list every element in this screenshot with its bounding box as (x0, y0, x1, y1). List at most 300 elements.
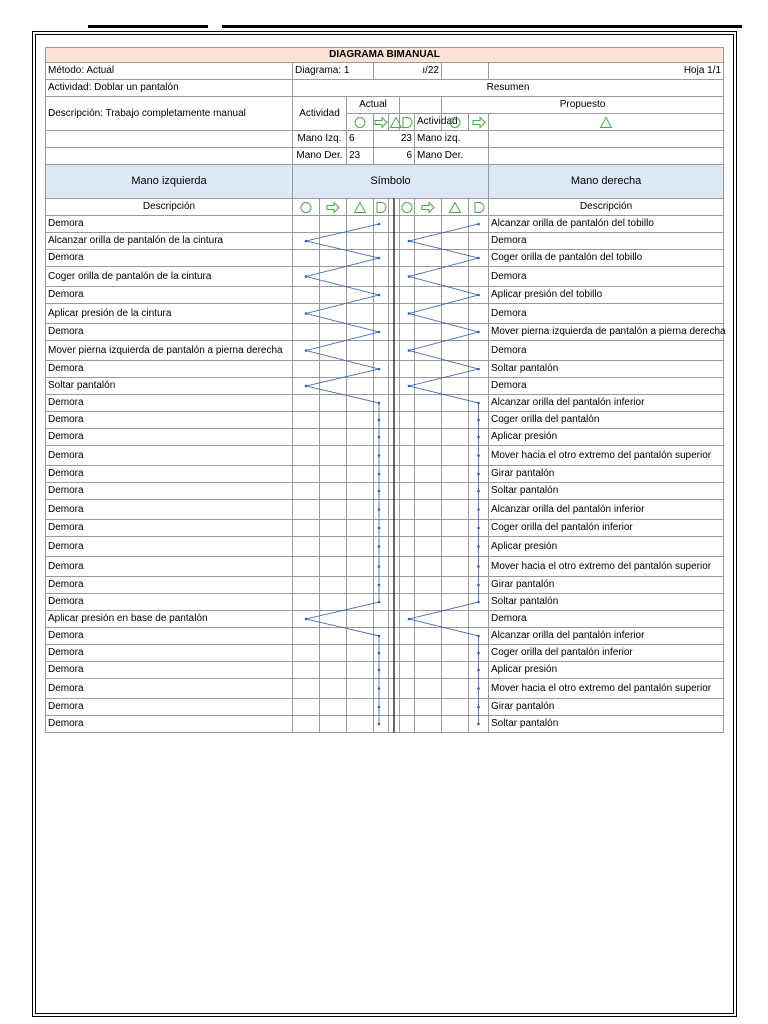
symbol-cell (400, 233, 415, 250)
table-row (46, 395, 724, 412)
desc-label-left: Descripción (46, 199, 293, 216)
symbol-cell (442, 412, 469, 429)
symbol-cell (389, 466, 400, 483)
symbol-cell (469, 557, 489, 577)
symbol-cell (442, 645, 469, 662)
symbol-cell (415, 500, 442, 520)
symbol-cell (347, 216, 374, 233)
right-description: Demora (489, 304, 724, 324)
left-tri-icon (347, 199, 374, 216)
left-description: Demora (46, 594, 293, 611)
table-row (46, 267, 724, 287)
right-description: Mover hacia el otro extremo del pantalón superior (489, 557, 724, 577)
symbol-cell (320, 611, 347, 628)
symbol-cell (469, 378, 489, 395)
symbol-cell (293, 429, 320, 446)
symbol-cell (469, 628, 489, 645)
delay-symbol-icon (400, 114, 415, 131)
symbol-cell (347, 594, 374, 611)
top-bar-left (88, 25, 208, 28)
table-row (46, 577, 724, 594)
symbol-cell (320, 679, 347, 699)
symbol-cell (469, 716, 489, 733)
left-description: Aplicar presión en base de pantalón (46, 611, 293, 628)
table-row (46, 662, 724, 679)
symbol-cell (415, 341, 442, 361)
symbol-cell (389, 611, 400, 628)
right-description: Aplicar presión (489, 429, 724, 446)
actividad-label-2: Actividad (415, 114, 442, 131)
symbol-cell (320, 304, 347, 324)
symbol-cell (442, 557, 469, 577)
izq-delay: 23 (374, 131, 415, 148)
symbol-cell (415, 628, 442, 645)
symbol-cell (347, 412, 374, 429)
symbol-cell (293, 267, 320, 287)
symbol-cell (442, 537, 469, 557)
symbol-cell (347, 557, 374, 577)
symbol-cell (469, 267, 489, 287)
col-left: Mano izquierda (46, 165, 293, 199)
symbol-cell (442, 287, 469, 304)
symbol-cell (415, 520, 442, 537)
symbol-cell (415, 446, 442, 466)
table-row (46, 557, 724, 577)
symbol-cell (374, 324, 389, 341)
left-description: Aplicar presión de la cintura (46, 304, 293, 324)
symbol-cell (442, 267, 469, 287)
symbol-cell (293, 611, 320, 628)
symbol-cell (374, 304, 389, 324)
symbol-cell (293, 500, 320, 520)
left-description: Demora (46, 645, 293, 662)
symbol-cell (374, 429, 389, 446)
main-symbol-row (46, 199, 724, 216)
storage-symbol-icon (389, 114, 400, 131)
symbol-cell (293, 341, 320, 361)
symbol-cell (442, 628, 469, 645)
symbol-cell (389, 429, 400, 446)
symbol-cell (469, 216, 489, 233)
symbol-cell (415, 466, 442, 483)
right-description: Girar pantalón (489, 577, 724, 594)
symbol-cell (293, 304, 320, 324)
symbol-cell (374, 446, 389, 466)
symbol-cell (347, 250, 374, 267)
symbol-cell (374, 395, 389, 412)
symbol-cell (400, 341, 415, 361)
symbol-cell (320, 446, 347, 466)
symbol-cell (293, 250, 320, 267)
right-description: Aplicar presión (489, 537, 724, 557)
left-description: Soltar pantalón (46, 378, 293, 395)
left-description: Mover pierna izquierda de pantalón a pierna derecha (46, 341, 293, 361)
symbol-cell (320, 520, 347, 537)
symbol-cell (347, 466, 374, 483)
right-description: Demora (489, 611, 724, 628)
symbol-cell (389, 233, 400, 250)
symbol-cell (469, 594, 489, 611)
left-description: Demora (46, 520, 293, 537)
symbol-cell (320, 250, 347, 267)
left-description: Demora (46, 537, 293, 557)
symbol-cell (389, 679, 400, 699)
symbol-cell (374, 537, 389, 557)
symbol-cell (389, 446, 400, 466)
symbol-cell (293, 324, 320, 341)
symbol-cell (320, 341, 347, 361)
right-description: Aplicar presión del tobillo (489, 287, 724, 304)
symbol-cell (400, 446, 415, 466)
der-op: 23 (347, 148, 374, 165)
symbol-cell (442, 699, 469, 716)
symbol-cell (374, 628, 389, 645)
symbol-cell (374, 594, 389, 611)
symbol-cell (374, 645, 389, 662)
table-row (46, 412, 724, 429)
right-arrow-icon (415, 199, 442, 216)
symbol-cell (400, 594, 415, 611)
symbol-cell (347, 267, 374, 287)
table-row (46, 628, 724, 645)
symbol-cell (415, 699, 442, 716)
symbol-cell (293, 216, 320, 233)
symbol-cell (320, 645, 347, 662)
actividad-label: Actividad (293, 97, 347, 131)
symbol-cell (293, 628, 320, 645)
left-description: Demora (46, 446, 293, 466)
symbol-cell (374, 520, 389, 537)
symbol-cell (400, 412, 415, 429)
table-row (46, 324, 724, 341)
symbol-cell (389, 628, 400, 645)
right-description: Girar pantalón (489, 466, 724, 483)
symbol-cell (389, 216, 400, 233)
symbol-cell (320, 716, 347, 733)
right-description: Alcanzar orilla del pantalón inferior (489, 395, 724, 412)
table-row (46, 500, 724, 520)
symbol-cell (347, 233, 374, 250)
symbol-cell (347, 645, 374, 662)
left-description: Demora (46, 412, 293, 429)
symbol-cell (389, 324, 400, 341)
diagrama: Diagrama: 1 (293, 63, 374, 80)
symbol-cell (469, 483, 489, 500)
symbol-cell (347, 429, 374, 446)
symbol-cell (389, 304, 400, 324)
left-description: Coger orilla de pantalón de la cintura (46, 267, 293, 287)
left-description: Demora (46, 577, 293, 594)
symbol-cell (374, 483, 389, 500)
symbol-cell (469, 537, 489, 557)
symbol-cell (415, 304, 442, 324)
sheet-title: DIAGRAMA BIMANUAL (46, 48, 724, 63)
symbol-cell (374, 662, 389, 679)
table-row (46, 716, 724, 733)
symbol-cell (415, 537, 442, 557)
symbol-cell (293, 378, 320, 395)
center-gap (389, 199, 400, 216)
symbol-cell (374, 557, 389, 577)
left-description: Demora (46, 483, 293, 500)
symbol-cell (293, 287, 320, 304)
symbol-cell (320, 537, 347, 557)
symbol-cell (389, 537, 400, 557)
symbol-cell (293, 361, 320, 378)
symbol-cell (400, 520, 415, 537)
symbol-cell (320, 233, 347, 250)
symbol-cell (389, 716, 400, 733)
symbol-cell (293, 662, 320, 679)
symbol-cell (469, 500, 489, 520)
symbol-cell (293, 537, 320, 557)
left-d-icon (374, 199, 389, 216)
symbol-cell (374, 250, 389, 267)
symbol-cell (400, 378, 415, 395)
symbol-cell (400, 577, 415, 594)
symbol-cell (400, 645, 415, 662)
symbol-cell (469, 611, 489, 628)
symbol-cell (469, 662, 489, 679)
prop-storage-symbol-icon (489, 114, 724, 131)
left-description: Demora (46, 250, 293, 267)
symbol-cell (469, 412, 489, 429)
symbol-cell (415, 645, 442, 662)
der-delay: 6 (374, 148, 415, 165)
symbol-cell (374, 361, 389, 378)
symbol-cell (347, 341, 374, 361)
blank-cell (489, 131, 724, 148)
right-description: Demora (489, 267, 724, 287)
symbol-cell (469, 699, 489, 716)
table-row (46, 216, 724, 233)
table-row (46, 679, 724, 699)
symbol-cell (415, 395, 442, 412)
symbol-cell (469, 304, 489, 324)
left-description: Demora (46, 628, 293, 645)
symbol-cell (400, 395, 415, 412)
left-description: Demora (46, 699, 293, 716)
table-row (46, 429, 724, 446)
symbol-cell (442, 716, 469, 733)
symbol-cell (469, 645, 489, 662)
right-d-icon (469, 199, 489, 216)
left-description: Demora (46, 395, 293, 412)
symbol-cell (320, 500, 347, 520)
symbol-cell (374, 500, 389, 520)
symbol-cell (293, 395, 320, 412)
symbol-cell (293, 446, 320, 466)
symbol-cell (389, 577, 400, 594)
symbol-cell (320, 466, 347, 483)
left-description: Demora (46, 361, 293, 378)
symbol-cell (347, 287, 374, 304)
symbol-cell (347, 304, 374, 324)
symbol-cell (469, 287, 489, 304)
symbol-cell (469, 466, 489, 483)
symbol-cell (469, 446, 489, 466)
symbol-cell (320, 267, 347, 287)
symbol-cell (320, 324, 347, 341)
actual-label: Actual (347, 97, 400, 114)
symbol-cell (374, 378, 389, 395)
left-description: Demora (46, 324, 293, 341)
symbol-cell (374, 287, 389, 304)
symbol-cell (374, 611, 389, 628)
symbol-cell (400, 304, 415, 324)
right-description: Coger orilla del pantalón inferior (489, 645, 724, 662)
symbol-cell (374, 577, 389, 594)
symbol-cell (389, 361, 400, 378)
symbol-cell (400, 250, 415, 267)
right-tri-icon (442, 199, 469, 216)
symbol-cell (293, 645, 320, 662)
symbol-cell (415, 250, 442, 267)
symbol-cell (415, 429, 442, 446)
symbol-cell (469, 324, 489, 341)
symbol-cell (320, 287, 347, 304)
symbol-cell (320, 628, 347, 645)
col-right: Mano derecha (489, 165, 724, 199)
symbol-cell (442, 520, 469, 537)
symbol-cell (400, 699, 415, 716)
symbol-cell (442, 361, 469, 378)
symbol-cell (347, 628, 374, 645)
right-circle-icon (400, 199, 415, 216)
symbol-cell (347, 324, 374, 341)
table-row (46, 341, 724, 361)
symbol-cell (347, 716, 374, 733)
symbol-cell (389, 520, 400, 537)
right-description: Mover hacia el otro extremo del pantalón superior (489, 446, 724, 466)
right-description: Alcanzar orilla del pantalón inferior (489, 500, 724, 520)
symbol-cell (415, 577, 442, 594)
symbol-cell (469, 577, 489, 594)
symbol-cell (347, 679, 374, 699)
descripcion: Descripción: Trabajo completamente manual (46, 97, 293, 131)
symbol-cell (415, 412, 442, 429)
blank-cell (46, 131, 293, 148)
symbol-cell (293, 679, 320, 699)
symbol-cell (293, 577, 320, 594)
symbol-cell (400, 537, 415, 557)
top-bar-right (222, 25, 742, 28)
symbol-cell (320, 395, 347, 412)
symbol-cell (400, 361, 415, 378)
symbol-cell (400, 611, 415, 628)
symbol-cell (320, 429, 347, 446)
blank-cell (46, 148, 293, 165)
left-arrow-icon (320, 199, 347, 216)
symbol-cell (415, 287, 442, 304)
symbol-cell (415, 662, 442, 679)
symbol-cell (320, 699, 347, 716)
symbol-cell (389, 378, 400, 395)
symbol-cell (389, 483, 400, 500)
symbol-cell (320, 412, 347, 429)
symbol-cell (469, 361, 489, 378)
symbol-cell (442, 429, 469, 446)
fecha: ı/22 (374, 63, 442, 80)
symbol-cell (374, 341, 389, 361)
symbol-cell (347, 483, 374, 500)
right-description: Demora (489, 341, 724, 361)
left-description: Demora (46, 557, 293, 577)
symbol-cell (400, 466, 415, 483)
symbol-cell (400, 483, 415, 500)
symbol-cell (347, 662, 374, 679)
symbol-cell (469, 250, 489, 267)
symbol-cell (347, 378, 374, 395)
symbol-cell (400, 662, 415, 679)
symbol-cell (389, 341, 400, 361)
table-row (46, 361, 724, 378)
symbol-cell (347, 520, 374, 537)
symbol-cell (374, 412, 389, 429)
symbol-cell (415, 611, 442, 628)
right-description: Mover pierna izquierda de pantalón a pierna derecha (489, 324, 724, 341)
izq-op: 6 (347, 131, 374, 148)
right-description: Alcanzar orilla del pantalón inferior (489, 628, 724, 645)
symbol-cell (442, 466, 469, 483)
symbol-cell (442, 324, 469, 341)
symbol-cell (400, 324, 415, 341)
symbol-cell (415, 679, 442, 699)
symbol-cell (293, 412, 320, 429)
left-description: Demora (46, 287, 293, 304)
symbol-cell (374, 267, 389, 287)
symbol-cell (389, 287, 400, 304)
symbol-cell (293, 466, 320, 483)
symbol-cell (442, 679, 469, 699)
symbol-cell (469, 429, 489, 446)
symbol-cell (389, 395, 400, 412)
table-row (46, 446, 724, 466)
table-row (46, 287, 724, 304)
symbol-cell (389, 645, 400, 662)
symbol-cell (293, 594, 320, 611)
symbol-cell (347, 446, 374, 466)
symbol-cell (374, 233, 389, 250)
prop-izq-label: Mano izq. (415, 131, 489, 148)
symbol-cell (347, 500, 374, 520)
symbol-cell (389, 699, 400, 716)
prop-der-label: Mano Der. (415, 148, 489, 165)
left-description: Demora (46, 466, 293, 483)
left-circle-icon (293, 199, 320, 216)
symbol-cell (469, 520, 489, 537)
table-row (46, 699, 724, 716)
col-symbol: Símbolo (293, 165, 489, 199)
hoja: Hoja 1/1 (489, 63, 724, 80)
symbol-cell (415, 233, 442, 250)
symbol-cell (320, 216, 347, 233)
symbol-cell (442, 611, 469, 628)
symbol-cell (320, 378, 347, 395)
symbol-cell (442, 662, 469, 679)
blank-cell (400, 97, 442, 114)
desc-label-right: Descripción (489, 199, 724, 216)
symbol-cell (400, 429, 415, 446)
symbol-cell (400, 716, 415, 733)
symbol-cell (374, 699, 389, 716)
symbol-cell (374, 716, 389, 733)
symbol-cell (415, 483, 442, 500)
right-description: Soltar pantalón (489, 716, 724, 733)
symbol-cell (389, 662, 400, 679)
symbol-cell (442, 378, 469, 395)
symbol-cell (293, 483, 320, 500)
